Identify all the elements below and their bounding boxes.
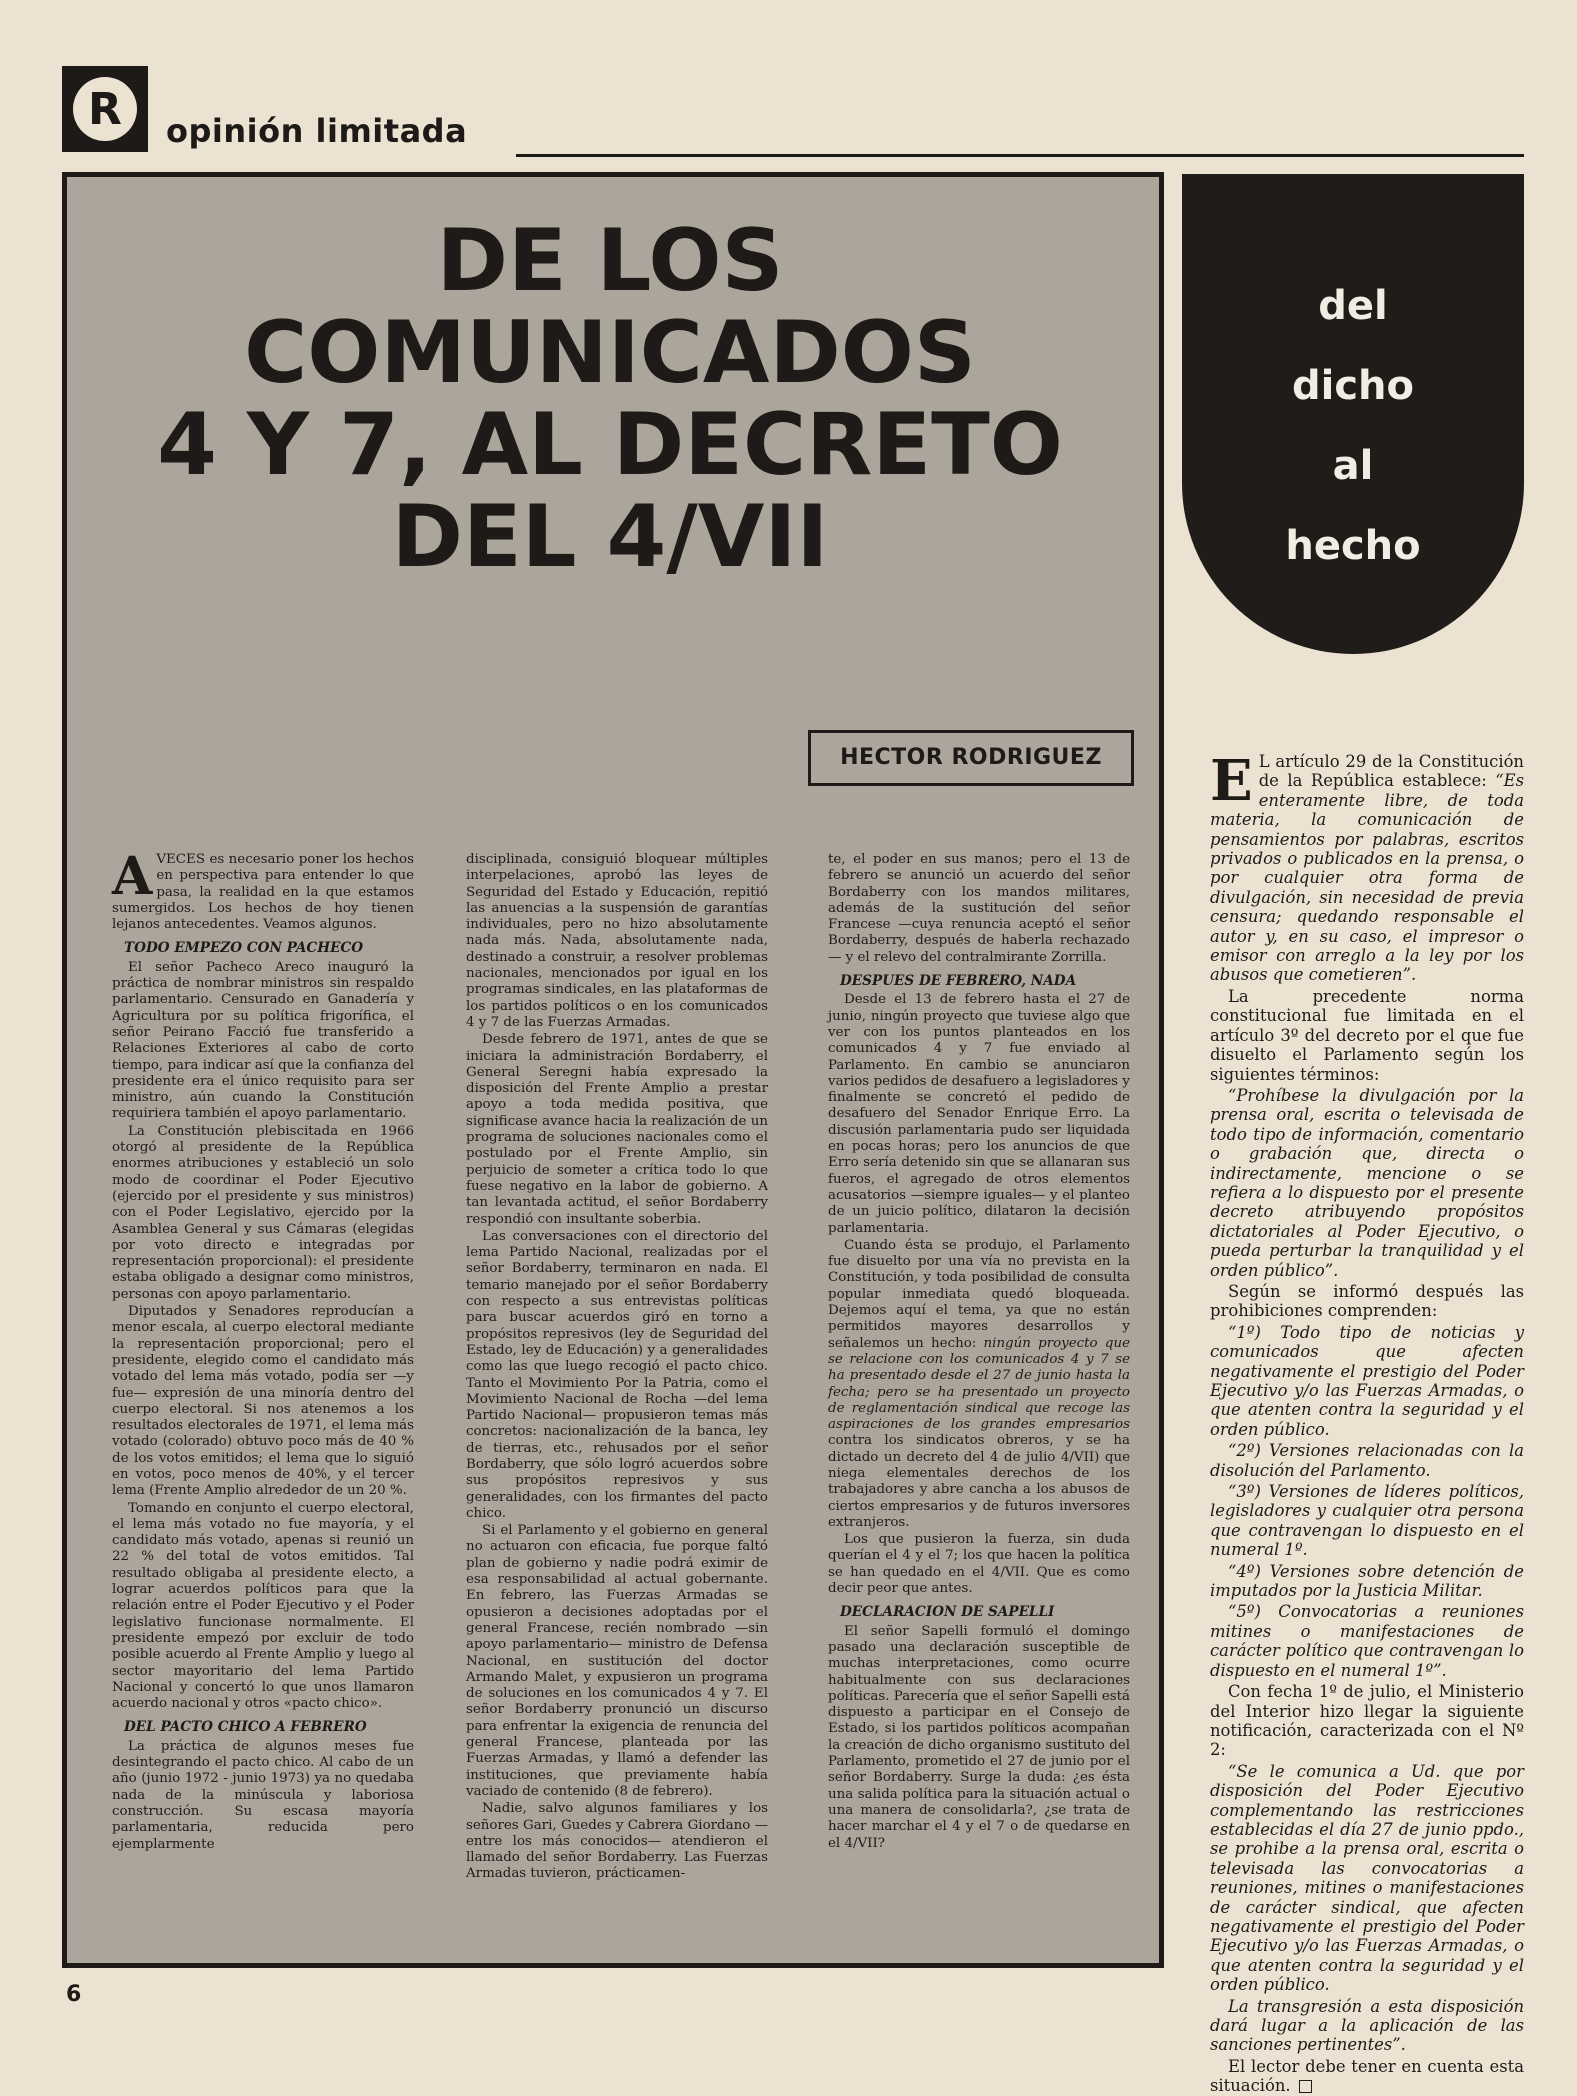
- article-paragraph: Desde febrero de 1971, antes de que se iniciara la administración Bordaberry, el General Seregni había expresado la disposición del Frente Amplio a prestar apoyo a toda medida positiva, que significase avance hacia la realización de un programa de soluciones nacionales como el postulado por el Frente Amplio, sin perjuicio de someter a crítica todo lo que fuese negativo en la labor de gobierno. A tan levantada actitud, el señor Bordaberry respondió con insultante soberbia.: [466, 1032, 768, 1227]
- sidebar-paragraph: Según se informó después las prohibiciones comprenden:: [1210, 1281, 1524, 1321]
- sidebar-list-item: “1º) Todo tipo de noticias y comunicados que afecten negativamente el prestigio del Poder Ejecutivo y/o las Fuerzas Armadas, o que atenten contra la seguridad y el orden público.: [1210, 1322, 1524, 1439]
- sidebar-title-line-2: dicho: [1291, 363, 1414, 409]
- sidebar-title: [1182, 266, 1524, 586]
- subheading: DEL PACTO CHICO A FEBRERO: [124, 1719, 367, 1736]
- header-rule: [516, 154, 1524, 157]
- end-mark-icon: [1299, 2080, 1312, 2093]
- sidebar-paragraph: Con fecha 1º de julio, el Ministerio del Interior hizo llegar la siguiente notificación, caracterizada con el Nº 2:: [1210, 1682, 1524, 1760]
- article-paragraph: te, el poder en sus manos; pero el 13 de febrero se anunció un acuerdo del señor Bordaberry con los mandos militares, además de la sustitución del señor Francese —cuya renuncia aceptó el señor Bordaberry, después de haberla rechazado— y el relevo del contralmirante Zorrilla.: [828, 852, 1130, 965]
- article-paragraph: Los que pusieron la fuerza, sin duda querían el 4 y el 7; los que hacen la política se han quedado en el 4/VII. Que es como decir peor que antes.: [828, 1532, 1130, 1597]
- article-column-3: [828, 852, 1130, 1962]
- article-column-1: [112, 846, 414, 1962]
- logo-letter: R: [73, 77, 137, 141]
- sidebar-title-line-3: al: [1332, 443, 1374, 489]
- sidebar-list-item: “2º) Versiones relacionadas con la disolución del Parlamento.: [1210, 1441, 1524, 1480]
- sidebar-paragraph: La precedente norma constitucional fue limitada en el artículo 3º del decreto por el que fue disuelto el Parlamento según los siguientes términos:: [1210, 986, 1524, 1084]
- sidebar-quote: La transgresión a esta disposición dará lugar a la aplicación de las sanciones pertinentes”.: [1210, 1996, 1524, 2055]
- article-paragraph: Si el Parlamento y el gobierno en general no actuaron con eficacia, fue porque faltó plan de gobierno y nadie podrá eximir de esa responsabilidad al actual gobernante. En febrero, las Fuerzas Armadas se opusieron a decisiones adoptadas por el general Francese, recién nombrado —sin apoyo parlamentario— ministro de Defensa Nacional, en sustitución del doctor Armando Malet, y expusieron un programa de soluciones en los comunicados 4 y 7. El señor Bordaberry pronunció un discurso para enfrentar la exigencia de renuncia del general Francese, planteada por las Fuerzas Armadas, y llamó a defender las instituciones, que previamente había vaciado de contenido (8 de febrero).: [466, 1523, 768, 1799]
- article-paragraph: Cuando ésta se produjo, el Parlamento fue disuelto por una vía no prevista en la Constitución, y toda posibilidad de consulta popular inmediata quedó bloqueada. Dejemos aquí el tema, ya que no están permitidos mayores desarrollos y señalemos un hecho: ningún proyecto que se relacione con los comunicados 4 y 7 se ha presentado desde el 27 de junio hasta la fecha; pero se ha presentado un proyecto de reglamentación sindical que recoge las aspiraciones de los grandes empresarios contra los sindicatos obreros, y se ha dictado un decreto del 4 de julio 4/VII) que niega elementales derechos de los trabajadores y abre cancha a los abusos de ciertos empresarios y de futuros inversores extranjeros.: [828, 1237, 1130, 1530]
- article-paragraph: Las conversaciones con el directorio del lema Partido Nacional, realizadas por el señor Bordaberry, terminaron en nada. El temario manejado por el señor Bordaberry con respecto a sus entrevistas políticas para buscar acuerdos giró en torno a propósitos represivos (ley de Seguridad del Estado, ley de Educación) y a generalidades como las que luego recogió el pacto chico. Tanto el Movimiento Por la Patria, como el Movimiento Nacional de Rocha —del lema Partido Nacional— propusieron temas más concretos: nacionalización de la banca, ley de tierras, etc., rehusados por el señor Bordaberry, que sólo logró acuerdos sobre sus propósitos represivos y sus generalidades, con los firmantes del pacto chico.: [466, 1228, 768, 1521]
- subheading: DESPUES DE FEBRERO, NADA: [840, 973, 1077, 990]
- article-paragraph: disciplinada, consiguió bloquear múltiples interpelaciones, aprobó las leyes de Seguridad del Estado y Educación, repitió las anuencias a la suspensión de garantías individuales, pero no hizo absolutamente nada más. Nada, absolutamente nada, destinado a construir, a resolver problemas nacionales, mencionados por igual en los programas sindicales, en las plataformas de los partidos políticos o en los comunicados 4 y 7 de las Fuerzas Armadas.: [466, 852, 768, 1030]
- article-paragraph: La Constitución plebiscitada en 1966 otorgó al presidente de la República enormes atribuciones y estableció un solo modo de coordinar el Poder Ejecutivo (ejercido por el presidente y sus ministros) con el Poder Legislativo, ejercido por la Asamblea General y sus Cámaras (elegidas por voto directo e integradas por representación proporcional): el presidente estaba obligado a designar como ministros, personas con apoyo parlamentario.: [112, 1123, 414, 1302]
- article-paragraph: El señor Sapelli formuló el domingo pasado una declaración susceptible de muchas interpretaciones, como ocurre habitualmente con sus declaraciones políticas. Parecería que el señor Sapelli está dispuesto a participar en el Consejo de Estado, si los partidos políticos acompañan la creación de dicho organismo sustituto del Parlamento, prometido el 27 de junio por el señor Bordaberry. Surge la duda: ¿es ésta una salida política para la situación actual o una manera de consolidarla?, ¿se trata de hacer marchar el 4 y el 7 o de quedarse en el 4/VII?: [828, 1623, 1130, 1851]
- sidebar-title-line-1: del: [1318, 283, 1388, 329]
- sidebar-quote: “Se le comunica a Ud. que por disposición del Poder Ejecutivo complementando las restricciones establecidas el día 27 de junio ppdo., se prohibe a la prensa oral, escrita o televisada las convocatorias a reuniones, mitines o manifestaciones de carácter sindical, que afecten negativamente el prestigio del Poder Ejecutivo y/o las Fuerzas Armadas, o que atenten contra la seguridad y el orden público.: [1210, 1761, 1524, 1995]
- page-number: 6: [66, 1982, 82, 2007]
- emphasis-text: ningún proyecto que se relacione con los comunicados 4 y 7 se ha presentado desde el 27 de junio hasta la fecha; pero se ha presentado un proyecto de reglamentación sindical que recoge las aspiraciones de los grandes empresarios: [828, 1335, 1130, 1433]
- sidebar-list-item: “3º) Versiones de líderes políticos, legisladores y cualquier otra persona que contravengan lo dispuesto en el numeral 1º.: [1210, 1482, 1524, 1560]
- headline-line-4: DEL 4/VII: [391, 487, 829, 587]
- headline-line-2: COMUNICADOS: [244, 303, 976, 403]
- article-column-2: [466, 852, 768, 1962]
- sidebar-list-item: “4º) Versiones sobre detención de imputados por la Justicia Militar.: [1210, 1561, 1524, 1601]
- sidebar-title-line-4: hecho: [1285, 523, 1421, 569]
- article-paragraph: Tomando en conjunto el cuerpo electoral, el lema más votado no fue mayoría, y el candidato más votado, apenas si reunió un 22 % del total de votos emitidos. Tal resultado obligaba al presidente electo, a lograr acuerdos políticos para que la relación entre el Poder Ejecutivo y el Poder legislativo funcionase normalmente. El presidente empezó por excluir de todo posible acuerdo al Frente Amplio y luego al sector mayoritario del lema Partido Nacional y concertó lo que unos llamaron acuerdo nacional y otros «pacto chico».: [112, 1500, 414, 1712]
- sidebar-quote: “Es enteramente libre, de toda materia, la comunicación de pensamientos por palabras, escritos privados o publicados en la prensa, o por cualquier otra forma de divulgación, sin necesidad de previa censura; quedando responsable el autor y, en su caso, el impresor o emisor con arreglo a la ley por los abusos que cometieren”.: [1210, 771, 1524, 985]
- sidebar-paragraph: El lector debe tener en cuenta esta situación.: [1210, 2056, 1524, 2096]
- headline-line-1: DE LOS: [436, 211, 784, 311]
- section-title: opinión limitada: [166, 112, 468, 150]
- sidebar-dropcap: E: [1210, 748, 1253, 814]
- article-paragraph: AVECES es necesario poner los hechos en perspectiva para entender lo que pasa, la realidad en la que estamos sumergidos. Los hechos de hoy tienen lejanos antecedentes. Veamos algunos.: [112, 846, 414, 933]
- dropcap: A: [112, 846, 153, 907]
- sidebar-list-item: “5º) Convocatorias a reuniones mitines o manifestaciones de carácter político que contravengan lo dispuesto en el numeral 1º”.: [1210, 1602, 1524, 1680]
- headline: [70, 211, 1150, 587]
- magazine-logo: [62, 66, 148, 152]
- sidebar-paragraph: E L artículo 29 de la Constitución de la República establece: “Es enteramente libre, de toda materia, la comunicación de pensamientos por palabras, escritos privados o publicados en la prensa, o por cualquier otra forma de divulgación, sin necesidad de previa censura; quedando responsable el autor y, en su caso, el impresor o emisor con arreglo a la ley por los abusos que cometieren”.: [1210, 748, 1524, 985]
- byline: HECTOR RODRIGUEZ: [808, 730, 1134, 786]
- article-paragraph: Diputados y Senadores reproducían a menor escala, al cuerpo electoral mediante la representación proporcional; pero el presidente, elegido como el candidato más votado del lema más votado, podía ser —y fue— expresión de una minoría dentro del cuerpo electoral. Si nos atenemos a los resultados electorales de 1971, el lema más votado (colorado) obtuvo poco más de 40 % de los votos emitidos; el lema que lo siguió en votos, poco menos de 40%, y el tercer lema (Frente Amplio alrededor de un 20 %.: [112, 1304, 414, 1499]
- article-paragraph: Desde el 13 de febrero hasta el 27 de junio, ningún proyecto que tuviese algo que ver con los puntos planteados en los comunicados 4 y 7 fue enviado al Parlamento. En cambio se anunciaron varios pedidos de desafuero a legisladores y finalmente se concretó el pedido de desafuero del Senador Enrique Erro. La discusión parlamentaria pudo ser liquidada en pocas horas; pero los anuncios de que Erro sería detenido sin que se allanaran sus fueros, el agregado de otros elementos acusatorios —siempre iguales— y el planteo de un juicio político, dilataron la decisión parlamentaria.: [828, 992, 1130, 1236]
- subheading: TODO EMPEZO CON PACHECO: [124, 940, 364, 957]
- article-paragraph: Nadie, salvo algunos familiares y los señores Gari, Guedes y Cabrera Giordano —entre los más conocidos— atendieron el llamado del señor Bordaberry. Las Fuerzas Armadas tuvieron, prácticamen-: [466, 1801, 768, 1882]
- article-paragraph: La práctica de algunos meses fue desintegrando el pacto chico. Al cabo de un año (junio 1972 - junio 1973) ya no quedaba nada de la minúscula y laboriosa construcción. Su escasa mayoría parlamentaria, reducida pero ejemplarmente: [112, 1738, 414, 1852]
- article-paragraph: El señor Pacheco Areco inauguró la práctica de nombrar ministros sin respaldo parlamentario. Censurado en Ganadería y Agricultura por su política frigorífica, el señor Peirano Facció fue transferido a Relaciones Exteriores al cabo de corto tiempo, para indicar así que la confianza del presidente era el único requisito para ser ministro, aún cuando la Constitución requiriera también el apoyo parlamentario.: [112, 959, 414, 1122]
- sidebar-text: [1210, 748, 1524, 2096]
- sidebar-quote: “Prohíbese la divulgación por la prensa oral, escrita o televisada de todo tipo de información, comentario o grabación que, directa o indirectamente, mencione o se refiera a lo dispuesto por el presente decreto atribuyendo propósitos dictatoriales al Poder Ejecutivo, o pueda perturbar la tranquilidad y el orden público”.: [1210, 1085, 1524, 1280]
- headline-line-3: 4 Y 7, AL DECRETO: [157, 395, 1063, 495]
- subheading: DECLARACION DE SAPELLI: [840, 1604, 1055, 1621]
